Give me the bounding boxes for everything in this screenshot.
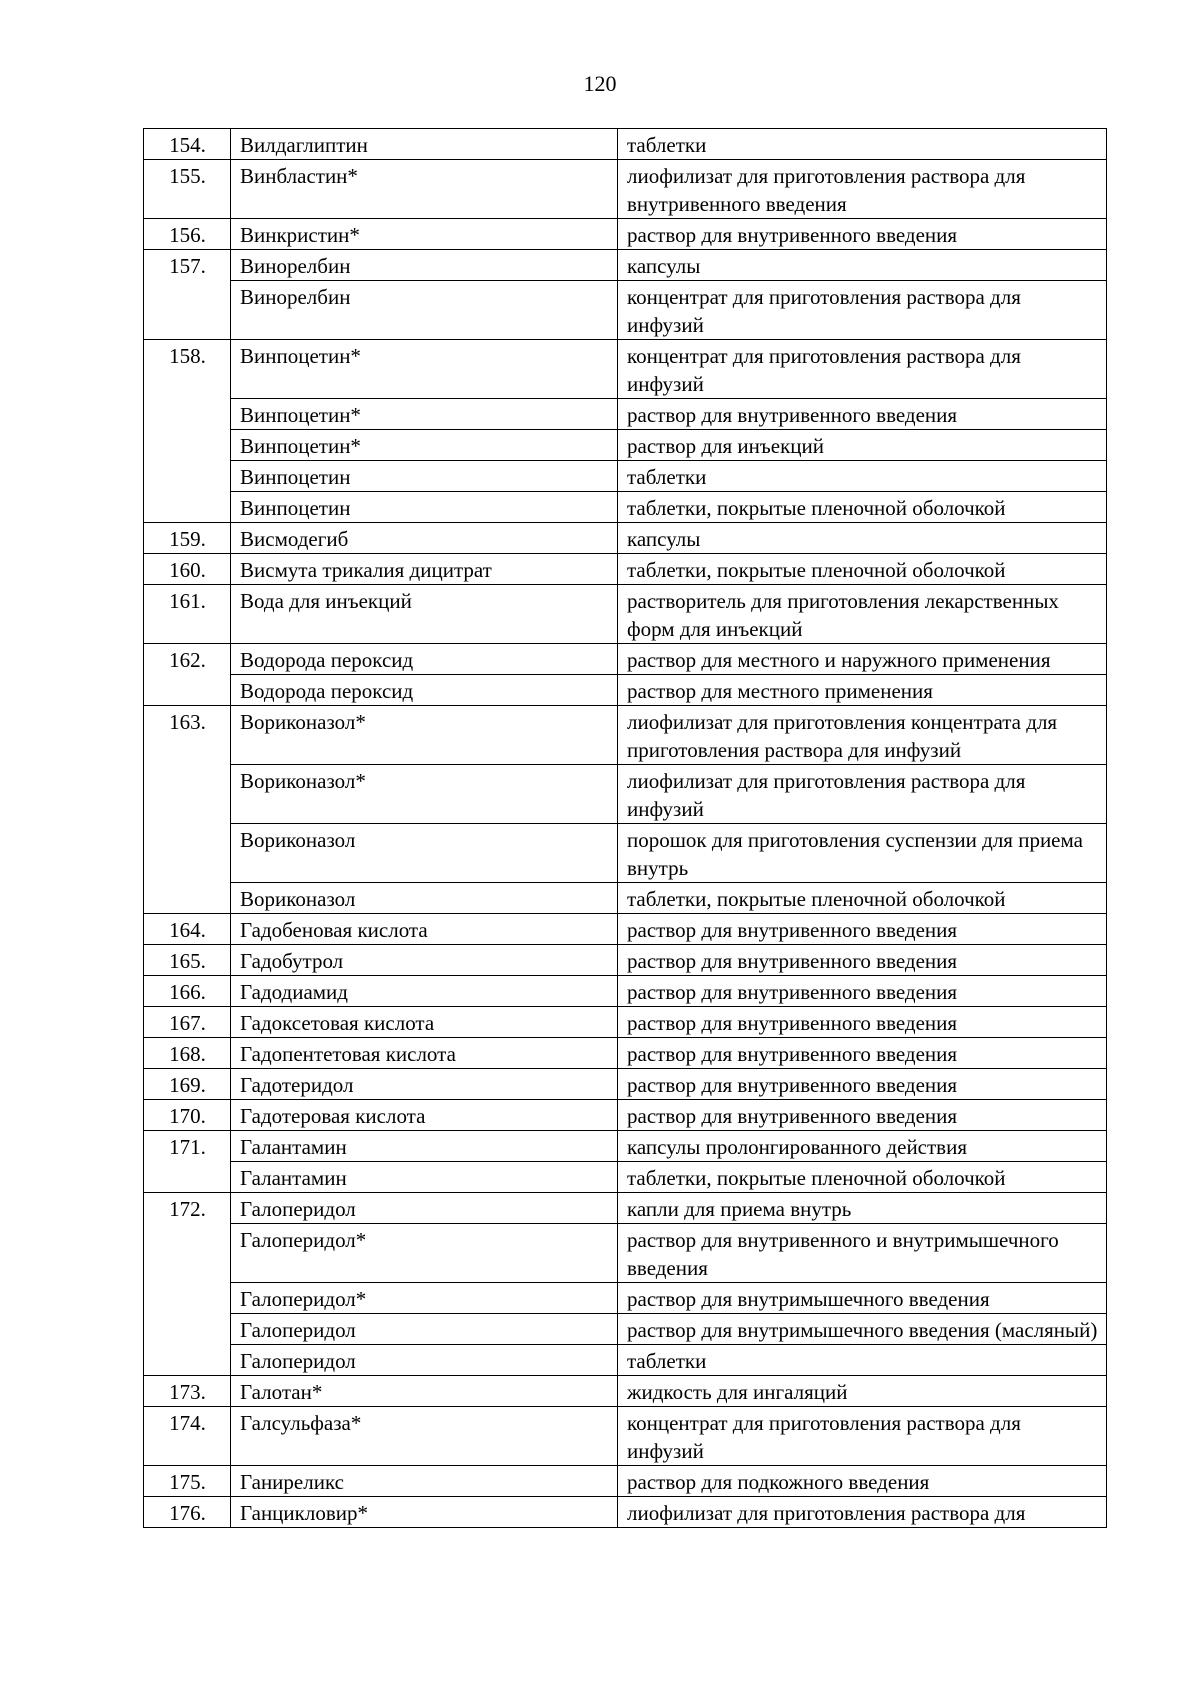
dosage-form-cell: раствор для внутривенного введения [618, 1038, 1107, 1069]
drug-name-cell: Галоперидол [231, 1314, 618, 1345]
table-row [144, 430, 1107, 461]
drug-name-cell: Водорода пероксид [231, 644, 618, 675]
drug-name-cell: Винпоцетин* [231, 340, 618, 399]
row-number: 159. [144, 523, 231, 554]
dosage-form-cell: таблетки, покрытые пленочной оболочкой [618, 554, 1107, 585]
drug-name-cell: Вориконазол* [231, 765, 618, 824]
dosage-form-cell: лиофилизат для приготовления раствора для внутривенного введения [618, 160, 1107, 219]
dosage-form-cell: лиофилизат для приготовления раствора для [618, 1497, 1107, 1528]
table-row [144, 1376, 1107, 1407]
dosage-form-cell: раствор для внутривенного введения [618, 976, 1107, 1007]
row-number: 165. [144, 945, 231, 976]
dosage-form-cell: раствор для внутримышечного введения [618, 1283, 1107, 1314]
dosage-form-cell: раствор для внутривенного введения [618, 399, 1107, 430]
row-number: 170. [144, 1100, 231, 1131]
table-row [144, 1466, 1107, 1497]
table-row [144, 554, 1107, 585]
dosage-form-cell: таблетки [618, 461, 1107, 492]
dosage-form-cell: таблетки [618, 129, 1107, 160]
drug-name-cell: Вориконазол [231, 824, 618, 883]
table-row [144, 1193, 1107, 1224]
drug-name-cell: Галотан* [231, 1376, 618, 1407]
row-number: 171. [144, 1131, 231, 1193]
row-number: 176. [144, 1497, 231, 1528]
dosage-form-cell: раствор для местного применения [618, 675, 1107, 706]
table-row [144, 1069, 1107, 1100]
dosage-form-cell: концентрат для приготовления раствора для инфузий [618, 1407, 1107, 1466]
dosage-form-cell: раствор для внутривенного введения [618, 945, 1107, 976]
table-row [144, 492, 1107, 523]
row-number: 161. [144, 585, 231, 644]
table-row [144, 1407, 1107, 1466]
dosage-form-cell: капсулы пролонгированного действия [618, 1131, 1107, 1162]
row-number: 175. [144, 1466, 231, 1497]
drug-table [143, 128, 1107, 1528]
drug-name-cell: Винкристин* [231, 219, 618, 250]
dosage-form-cell: раствор для подкожного введения [618, 1466, 1107, 1497]
drug-name-cell: Винбластин* [231, 160, 618, 219]
table-row [144, 1314, 1107, 1345]
row-number: 169. [144, 1069, 231, 1100]
table-row [144, 644, 1107, 675]
table-row [144, 1100, 1107, 1131]
drug-table-body [144, 129, 1107, 1528]
row-number: 157. [144, 250, 231, 340]
drug-name-cell: Вода для инъекций [231, 585, 618, 644]
table-row [144, 160, 1107, 219]
table-row [144, 461, 1107, 492]
row-number: 160. [144, 554, 231, 585]
row-number: 156. [144, 219, 231, 250]
drug-name-cell: Винорелбин [231, 281, 618, 340]
drug-name-cell: Вориконазол [231, 883, 618, 914]
drug-name-cell: Галоперидол* [231, 1224, 618, 1283]
table-row [144, 340, 1107, 399]
drug-name-cell: Ганиреликс [231, 1466, 618, 1497]
drug-name-cell: Галоперидол [231, 1345, 618, 1376]
table-row [144, 250, 1107, 281]
drug-name-cell: Вилдаглиптин [231, 129, 618, 160]
table-row [144, 281, 1107, 340]
table-row [144, 1224, 1107, 1283]
table-row [144, 1345, 1107, 1376]
drug-name-cell: Ганцикловир* [231, 1497, 618, 1528]
dosage-form-cell: раствор для инъекций [618, 430, 1107, 461]
drug-name-cell: Винпоцетин [231, 461, 618, 492]
dosage-form-cell: раствор для внутривенного введения [618, 914, 1107, 945]
table-row [144, 1162, 1107, 1193]
dosage-form-cell: таблетки, покрытые пленочной оболочкой [618, 883, 1107, 914]
dosage-form-cell: порошок для приготовления суспензии для приема внутрь [618, 824, 1107, 883]
dosage-form-cell: раствор для внутривенного введения [618, 1100, 1107, 1131]
drug-name-cell: Гадобеновая кислота [231, 914, 618, 945]
dosage-form-cell: жидкость для ингаляций [618, 1376, 1107, 1407]
table-row [144, 1007, 1107, 1038]
dosage-form-cell: раствор для внутривенного введения [618, 219, 1107, 250]
row-number: 167. [144, 1007, 231, 1038]
drug-name-cell: Винпоцетин* [231, 399, 618, 430]
row-number: 155. [144, 160, 231, 219]
table-row [144, 219, 1107, 250]
row-number: 174. [144, 1407, 231, 1466]
drug-name-cell: Гадопентетовая кислота [231, 1038, 618, 1069]
drug-name-cell: Винпоцетин* [231, 430, 618, 461]
dosage-form-cell: раствор для внутривенного и внутримышечного введения [618, 1224, 1107, 1283]
table-row [144, 675, 1107, 706]
row-number: 158. [144, 340, 231, 523]
drug-name-cell: Гадотеридол [231, 1069, 618, 1100]
table-row [144, 945, 1107, 976]
dosage-form-cell: капсулы [618, 250, 1107, 281]
drug-name-cell: Гадотеровая кислота [231, 1100, 618, 1131]
dosage-form-cell: раствор для внутривенного введения [618, 1007, 1107, 1038]
table-row [144, 765, 1107, 824]
dosage-form-cell: лиофилизат для приготовления раствора для инфузий [618, 765, 1107, 824]
dosage-form-cell: таблетки, покрытые пленочной оболочкой [618, 1162, 1107, 1193]
drug-name-cell: Галантамин [231, 1162, 618, 1193]
row-number: 162. [144, 644, 231, 706]
dosage-form-cell: таблетки, покрытые пленочной оболочкой [618, 492, 1107, 523]
table-row [144, 914, 1107, 945]
dosage-form-cell: концентрат для приготовления раствора для инфузий [618, 281, 1107, 340]
drug-name-cell: Водорода пероксид [231, 675, 618, 706]
drug-name-cell: Галоперидол [231, 1193, 618, 1224]
table-row [144, 1283, 1107, 1314]
row-number: 163. [144, 706, 231, 914]
row-number: 166. [144, 976, 231, 1007]
dosage-form-cell: капли для приема внутрь [618, 1193, 1107, 1224]
table-row [144, 585, 1107, 644]
table-row [144, 824, 1107, 883]
drug-name-cell: Гадоксетовая кислота [231, 1007, 618, 1038]
table-row [144, 1038, 1107, 1069]
table-row [144, 1497, 1107, 1528]
dosage-form-cell: раствор для внутривенного введения [618, 1069, 1107, 1100]
table-row [144, 1131, 1107, 1162]
dosage-form-cell: концентрат для приготовления раствора для инфузий [618, 340, 1107, 399]
dosage-form-cell: растворитель для приготовления лекарственных форм для инъекций [618, 585, 1107, 644]
drug-name-cell: Гадобутрол [231, 945, 618, 976]
dosage-form-cell: таблетки [618, 1345, 1107, 1376]
table-row [144, 523, 1107, 554]
drug-name-cell: Галоперидол* [231, 1283, 618, 1314]
row-number: 172. [144, 1193, 231, 1376]
drug-name-cell: Висмута трикалия дицитрат [231, 554, 618, 585]
drug-name-cell: Винпоцетин [231, 492, 618, 523]
drug-name-cell: Висмодегиб [231, 523, 618, 554]
table-row [144, 883, 1107, 914]
dosage-form-cell: раствор для внутримышечного введения (масляный) [618, 1314, 1107, 1345]
table-row [144, 129, 1107, 160]
drug-name-cell: Винорелбин [231, 250, 618, 281]
dosage-form-cell: капсулы [618, 523, 1107, 554]
table-row [144, 399, 1107, 430]
drug-name-cell: Вориконазол* [231, 706, 618, 765]
dosage-form-cell: лиофилизат для приготовления концентрата для приготовления раствора для инфузий [618, 706, 1107, 765]
page-number: 120 [583, 71, 617, 96]
row-number: 173. [144, 1376, 231, 1407]
table-row [144, 976, 1107, 1007]
drug-name-cell: Гадодиамид [231, 976, 618, 1007]
drug-name-cell: Галантамин [231, 1131, 618, 1162]
dosage-form-cell: раствор для местного и наружного применения [618, 644, 1107, 675]
row-number: 154. [144, 129, 231, 160]
row-number: 164. [144, 914, 231, 945]
drug-name-cell: Галсульфаза* [231, 1407, 618, 1466]
row-number: 168. [144, 1038, 231, 1069]
table-row [144, 706, 1107, 765]
